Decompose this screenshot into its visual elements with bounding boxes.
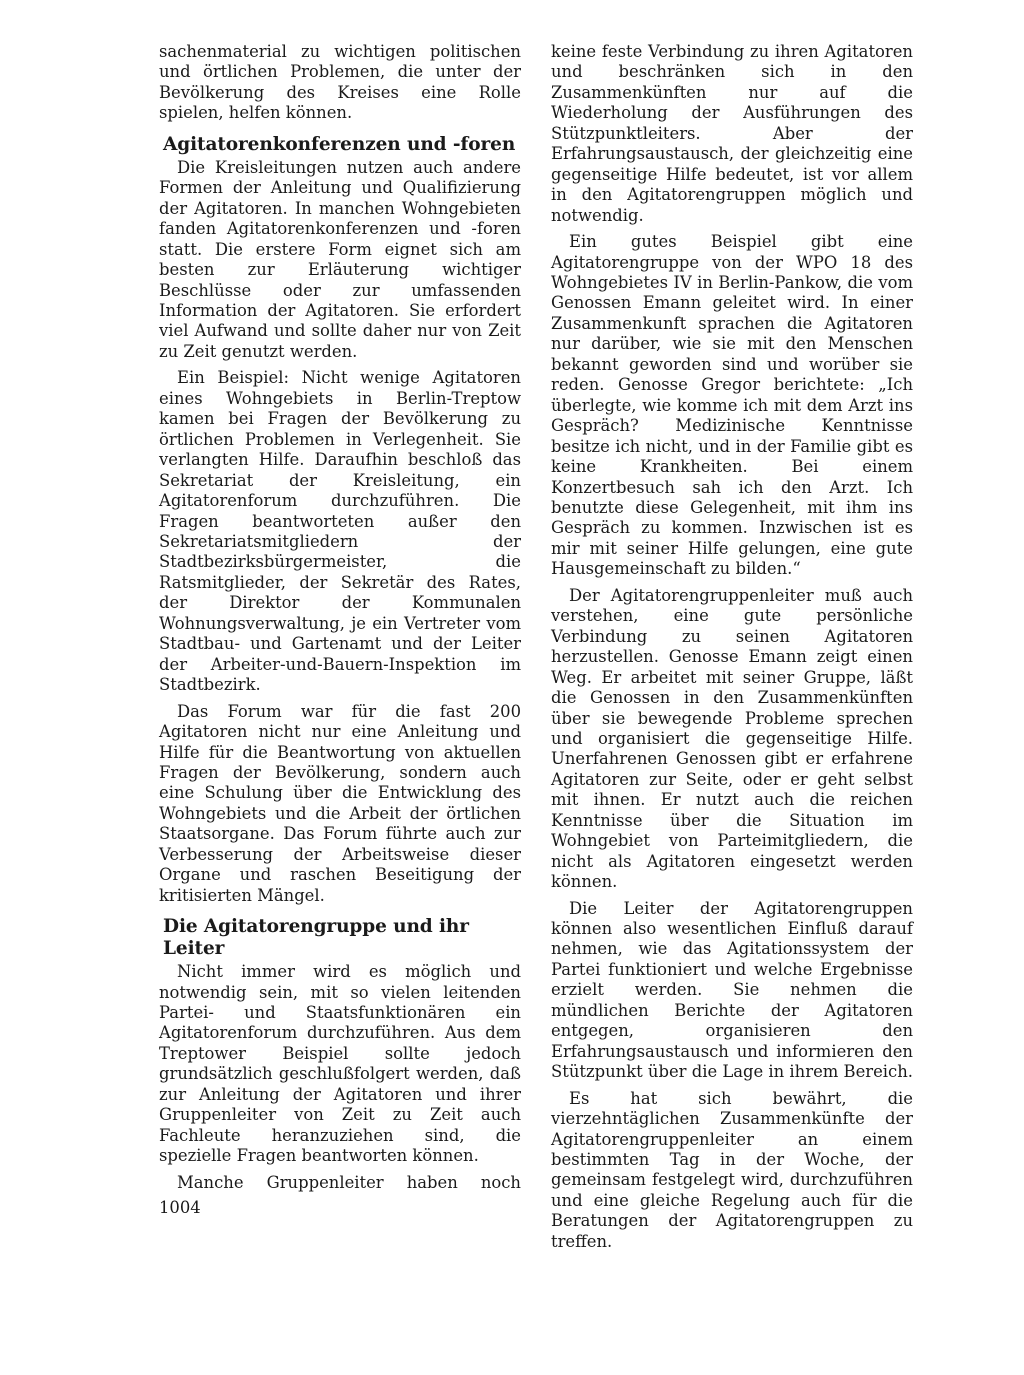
paragraph: Der Agitatorengruppenleiter muß auch verstehen, eine gute persönliche Verbindung zu seinen Agitatoren herzustellen. Genosse Emann zeigt einen Weg. Er arbeitet mit seiner Gruppe, läßt die Genossen in den Zusammenkünften über sie bewegende Probleme sprechen und organisiert die gegenseitige Hilfe. Unerfahrenen Genossen gibt er erfahrene Agitatoren zur Seite, oder er geht selbst mit ihnen. Er nutzt auch die reichen Kenntnisse über die Situation im Wohngebiet von Parteimitgliedern, die nicht als Agitatoren eingesetzt werden können.	[551, 585, 913, 892]
paragraph: Ein gutes Beispiel gibt eine Agitatorengruppe von der WPO 18 des Wohngebietes IV in Berlin-Pankow, die vom Genossen Emann geleitet wird. In einer Zusammenkunft sprachen die Agitatoren nur darüber, wie sie mit den Menschen bekannt geworden sind und worüber sie reden. Genosse Gregor berichtete: „Ich überlegte, wie komme ich mit dem Arzt ins Gespräch? Medizinische Kenntnisse besitze ich nicht, und in der Familie gibt es keine Krankheiten. Bei einem Konzertbesuch sah ich den Arzt. Ich benutzte diese Gelegenheit, mit ihm ins Gespräch zu kommen. Inzwischen ist es mir mit seiner Hilfe gelungen, eine gute Hausgemeinschaft zu bilden.“	[551, 232, 913, 579]
paragraph: sachenmaterial zu wichtigen politischen und örtlichen Problemen, die unter der Bevölkerung des Kreises eine Rolle spielen, helfen können.	[159, 42, 521, 123]
paragraph: Es hat sich bewährt, die vierzehntäglichen Zusammenkünfte der Agitatorengruppenleiter an einem bestimmten Tag in der Woche, der gemeinsam festgelegt wird, durchzuführen und eine gleiche Regelung auch für die Beratungen der Agitatorengruppen zu treffen.	[551, 1088, 913, 1251]
paragraph: Manche Gruppenleiter haben noch	[177, 1172, 521, 1192]
left-column	[159, 42, 521, 1199]
section-heading: Agitatorenkonferenzen und -foren	[163, 133, 516, 155]
paragraph: keine feste Verbindung zu ihren Agitatoren und beschränken sich in den Zusammenkünften nur auf die Wiederholung der Ausführungen des Stützpunktleiters. Aber der Erfahrungsaustausch, der gleichzeitig eine gegenseitige Hilfe bedeutet, ist vor allem in den Agitatorengruppen möglich und notwendig.	[551, 42, 913, 225]
paragraph: Die Kreisleitungen nutzen auch andere Formen der Anleitung und Qualifizierung der Agitatoren. In manchen Wohngebieten fanden Agitatorenkonferenzen und -foren statt. Die erstere Form eignet sich am besten zur Erläuterung wichtiger Beschlüsse oder zur umfassenden Information der Agitatoren. Sie erfordert viel Aufwand und sollte daher nur von Zeit zu Zeit genutzt werden.	[159, 157, 521, 361]
right-column	[551, 42, 913, 1258]
page-number: 1004	[159, 1198, 201, 1217]
paragraph: Nicht immer wird es möglich und notwendig sein, mit so vielen leitenden Partei- und Staatsfunktionären ein Agitatorenforum durchzuführen. Aus dem Treptower Beispiel sollte jedoch grundsätzlich geschlußfolgert werden, daß zur Anleitung der Agitatoren und ihrer Gruppenleiter von Zeit zu Zeit auch Fachleute heranzuziehen sind, die spezielle Fragen beantworten können.	[159, 962, 521, 1166]
paragraph: Das Forum war für die fast 200 Agitatoren nicht nur eine Anleitung und Hilfe für die Beantwortung von aktuellen Fragen der Bevölkerung, sondern auch eine Schulung über die Entwicklung des Wohngebiets und die Arbeit der örtlichen Staatsorgane. Das Forum führte auch zur Verbesserung der Arbeitsweise dieser Organe und raschen Beseitigung der kritisierten Mängel.	[159, 701, 521, 905]
paragraph: Die Leiter der Agitatorengruppen können also wesentlichen Einfluß darauf nehmen, wie das Agitationssystem der Partei funktioniert und welche Ergebnisse erzielt werden. Sie nehmen die mündlichen Berichte der Agitatoren entgegen, organisieren den Erfahrungsaustausch und informieren den Stützpunkt über die Lage in ihrem Bereich.	[551, 898, 913, 1082]
section-heading: Die Agitatorengruppe und ihr Leiter	[163, 916, 469, 960]
paragraph: Ein Beispiel: Nicht wenige Agitatoren eines Wohngebiets in Berlin-Treptow kamen bei Fragen der Bevölkerung zu örtlichen Problemen in Verlegenheit. Sie verlangten Hilfe. Daraufhin beschloß das Sekretariat der Kreisleitung, ein Agitatorenforum durchzuführen. Die Fragen beantworteten außer den Sekretariatsmitgliedern der Stadtbezirksbürgermeister, die Ratsmitglieder, der Sekretär des Rates, der Direktor der Kommunalen Wohnungsverwaltung, je ein Vertreter vom Stadtbau- und Gartenamt und der Leiter der Arbeiter-und-Bauern-Inspektion im Stadtbezirk.	[159, 368, 521, 695]
